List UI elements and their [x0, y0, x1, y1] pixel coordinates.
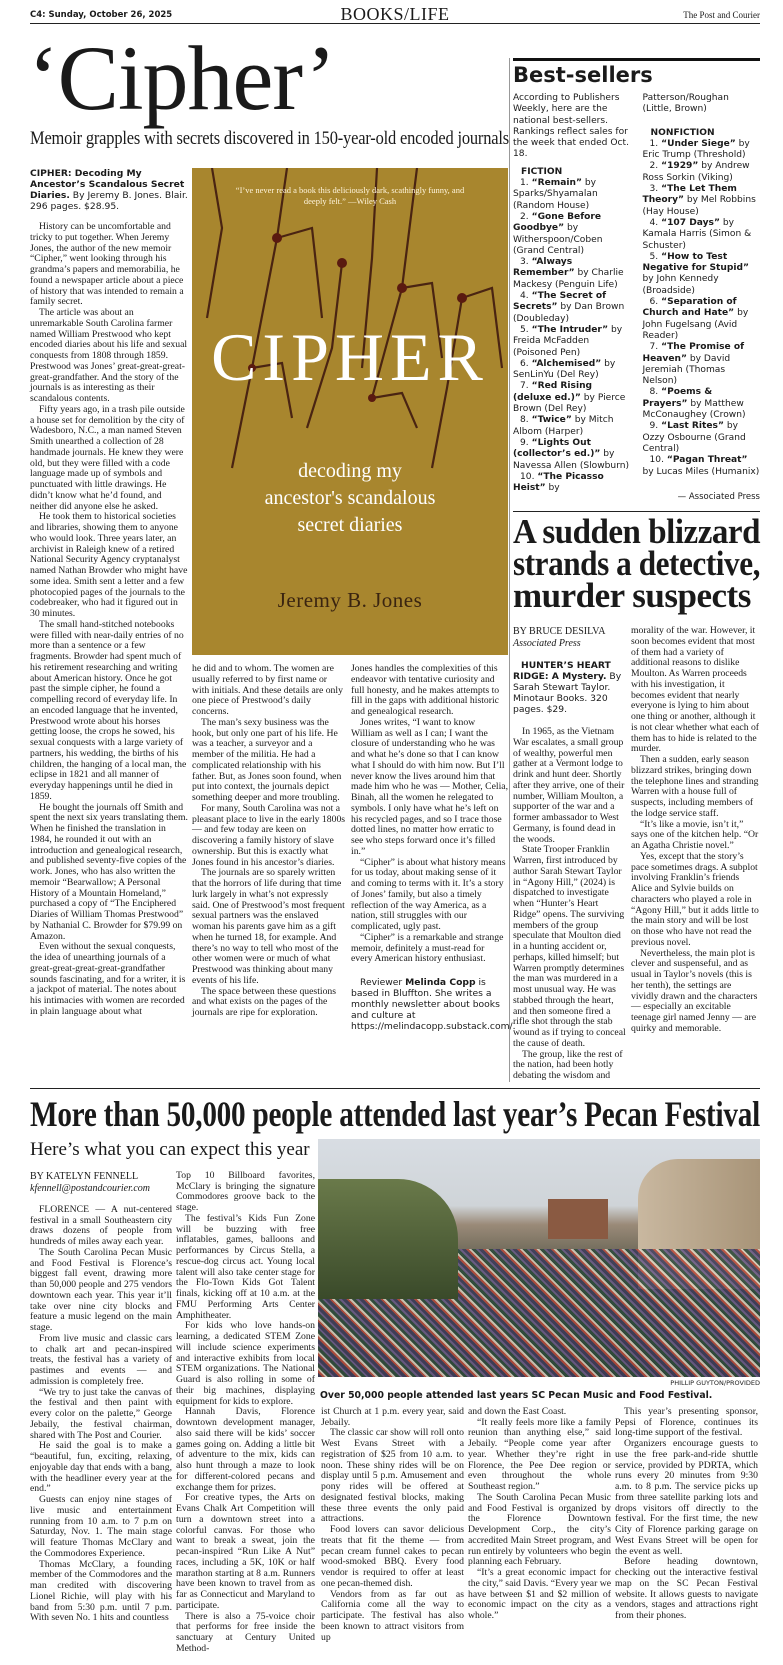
paragraph: The South Carolina Pecan Music and Food Festival is organized by the Florence Downtown Development Corp., the city’s accredited Main Street program, and run entirely by volunteers who begin planning each February.: [468, 1491, 611, 1568]
cover-subtitle-line: ancestor's scandalous: [264, 487, 436, 509]
bestseller-rest: by Sparks/Shyamalan (Random House): [513, 178, 598, 211]
bestseller-item: [513, 415, 631, 438]
paragraph: Organizers encourage guests to use the free park-and-ride shuttle service, provided by PDRTA, which runs every 20 minutes from 9:30 a.m. to 8 p.m. The service picks up from three satellite parking lots and drops visitors off directly to the festival. For the first time, the new City of Florence parking garage on West Evans Street will be open for the event as well.: [615, 1438, 758, 1557]
paragraphs: [30, 1205, 172, 1624]
bestseller-rank: 5.: [520, 324, 529, 335]
bestseller-item: [513, 438, 631, 472]
paragraph: From live music and classic cars to chalk art and pecan-inspired treats, the festival has a variety of pastimes and events — and admission is completely free.: [30, 1332, 172, 1387]
bestseller-rest: by SenLinYu (Del Rey): [513, 358, 616, 381]
bestseller-rank: 6.: [520, 358, 529, 369]
bestseller-title: “The Intruder”: [531, 324, 609, 335]
bestseller-rank: 3.: [649, 184, 659, 195]
bestseller-rest: by Pierce Brown (Del Rey): [513, 392, 626, 415]
headline-line: murder suspects: [513, 576, 751, 616]
paragraph: he did and to whom. The women are usually referred to by first name or with initials. And these details are only one piece of Prestwood’s daily concerns.: [192, 663, 343, 717]
bestseller-rest: by Mel Robbins (Hay House): [642, 195, 756, 217]
nonfiction-list: [643, 139, 761, 478]
bestseller-rest: by Matthew McConaughey (Crown): [642, 398, 746, 421]
paragraph: morality of the war. However, it soon becomes evident that most of them had a variety of additional reasons to dislike Moulton. As Warren proceeds with his investigation, it becomes evident that nearly everyone is lying to him about one thing or another, although it is not clear whether what each of them has to hide is related to the murder.: [631, 625, 760, 755]
bestseller-rest: by Patterson/Roughan (Little, Brown): [545, 93, 729, 494]
nonfiction-label: NONFICTION: [650, 127, 715, 138]
bestseller-item: [643, 421, 761, 455]
paragraph: and down the East Coast.: [468, 1405, 567, 1417]
cover-subtitle-line: decoding my: [298, 460, 402, 482]
festival-photo: [318, 1139, 760, 1377]
bestseller-rank: 8.: [520, 415, 529, 426]
bestseller-title: “Remain”: [531, 178, 582, 189]
bestseller-item: [643, 342, 761, 387]
bio-text: Reviewer: [360, 977, 406, 988]
pecan-right-columns: [318, 1407, 760, 1644]
bestsellers-credit: — Associated Press: [677, 491, 760, 502]
bestseller-rank: 4.: [649, 217, 659, 228]
cipher-column-1: [30, 168, 188, 1018]
bestseller-title: “Twice”: [531, 415, 572, 426]
book-title: CIPHER: Decoding My Ancestor’s Scandalous Secret Diaries.: [30, 168, 185, 201]
byline-agency: Associated Press: [513, 638, 581, 650]
bestseller-item: [513, 359, 631, 382]
bestseller-rank: 6.: [649, 297, 659, 308]
book-info: [513, 660, 626, 715]
bestseller-title: “How to Test Negative for Stupid”: [642, 251, 749, 274]
bestseller-title: “The Promise of Heaven”: [642, 342, 745, 364]
paragraph: This year’s presenting sponsor, Pepsi of Florence, continues its long-time support of the festival.: [615, 1405, 758, 1439]
bestseller-item: [513, 257, 631, 291]
paragraph: Then a sudden, early season blizzard strikes, bringing down the telephone lines and stranding Warren with a house full of suspects, including members of the lodge service staff.: [631, 754, 759, 819]
cipher-lower-columns: [192, 663, 516, 1032]
paragraph: For creative types, the Arts on Evans Chalk Art Competition will turn a downtown street into a colorful canvas. For those who want to break a sweat, join the pecan-inspired “Run Like A Nut” races, including a 5K, 10K or half marathon starting at 8 a.m. Runners have been known to travel from as far as Connecticut and Maryland to participate.: [176, 1492, 315, 1611]
paragraph: Hannah Davis, Florence downtown development manager, also said there will be kids’ soccer games going on. Adding a little bit of adventure to the mix, kids can also hunt through a maze to look for different-colored pecans and exchange them for prizes.: [176, 1406, 315, 1493]
cover-subtitle-line: secret diaries: [297, 514, 403, 536]
bestseller-title: “Always Remember”: [513, 257, 575, 279]
bestseller-item: [513, 381, 631, 415]
paragraph: Even without the sexual conquests, the idea of unearthing journals of a great-great-great-great-grandfather sounds fascinating, and for a writer, it is a jackpot of material. The notes about his intimacies with women are recorded in plain language about what: [30, 941, 186, 1017]
paper-name: The Post and Courier: [683, 10, 760, 20]
bestseller-item: [513, 178, 631, 212]
paragraph: He took them to historical societies and libraries, showing them to anyone who would look. Three years later, an archivist in Raleigh knew of a retired National Security Agency cryptanalyst named Nathan Browder who might have some idea. Smith sent a letter and a few photocopied pages of the journals to the codebreaker, who had it figured out in 30 minutes.: [30, 511, 188, 619]
bestseller-title: “Gone Before Goodbye”: [513, 211, 602, 234]
cipher-article: [28, 27, 516, 1032]
paragraph: For kids who love hands-on learning, a dedicated STEM Zone will include science experiments and interactive exhibits from local STEM organizations. The National Guard is also rolling in some of their big machines, displaying equipment for kids to explore.: [176, 1320, 315, 1407]
paragraph: FLORENCE — A nut-centered festival in a small Southeastern city draws dozens of people from hundreds of miles away each year.: [30, 1203, 172, 1248]
bio-text: is based in Bluffton. She writes a monthly newsletter about books and culture at https://melindacopp.substack.com/.: [351, 977, 516, 1032]
bestseller-title: “Lights Out (collector’s ed.)”: [513, 437, 601, 460]
book-details: By Jeremy B. Jones. Blair. 296 pages. $28.95.: [30, 190, 188, 212]
cipher-headline: ‘Cipher’: [28, 27, 336, 129]
pecan-column-4: [468, 1407, 611, 1622]
bestseller-rank: 2.: [520, 211, 529, 222]
bestseller-rest: by Mitch Albom (Harper): [513, 415, 614, 437]
bestseller-title: “Alchemised”: [531, 358, 602, 369]
byline-email: kfennell@postandcourier.com: [30, 1182, 151, 1194]
paragraphs: [351, 664, 508, 965]
paragraph: The classic car show will roll onto West Evans Street with a registration of $25 from 10 a.m. to noon. These shiny rides will be on display until 5 p.m. Amusement and pony rides will be offered at designated festival blocks, making these three events the only paid attractions.: [321, 1427, 464, 1525]
reviewer-bio: [351, 977, 516, 1032]
bestseller-item: [643, 218, 761, 252]
pecan-headline-wrap: [30, 1095, 760, 1135]
bestseller-item: [643, 387, 761, 421]
bestseller-title: “Last Rites”: [661, 421, 724, 432]
cipher-subhead-wrap: [30, 128, 509, 152]
cover-branch-drawing: [192, 168, 508, 655]
cover-quote: “I’ve never read a book this deliciously dark, scathingly funny, and deeply felt.” —Wiley Cash: [235, 185, 465, 206]
bestseller-title: “Separation of Church and Hate”: [642, 297, 737, 319]
bestseller-rank: 1.: [649, 138, 659, 149]
bestseller-title: “107 Days”: [661, 217, 720, 228]
paragraph: History can be uncomfortable and tricky to put together. When Jeremy Jones, the author of the new memoir “Cipher,” went looking through his grandma’s papers and memorabilia, he found a newspaper article about a piece of history that was intended to remain a family secret.: [30, 221, 184, 308]
bestseller-item: [513, 291, 631, 325]
bestseller-rest: by Ozzy Osbourne (Grand Central): [642, 421, 746, 454]
bestseller-item: [643, 297, 761, 342]
pecan-body: [30, 1139, 760, 1655]
bestseller-item: [513, 325, 631, 359]
bestseller-rest: by Lucas Miles (Humanix): [642, 466, 760, 477]
bestseller-rest: by Eric Trump (Threshold): [642, 138, 750, 161]
bestseller-title: “Red Rising (deluxe ed.)”: [513, 381, 593, 403]
bestseller-rest: by Navessa Allen (Slowburn): [513, 449, 630, 471]
top-section: [30, 28, 760, 1082]
pecan-column-5: [615, 1407, 758, 1622]
paragraph: There is also a 75-voice choir that performs for free inside the sanctuary at Century United Method-: [176, 1610, 315, 1654]
bestseller-item: [643, 455, 761, 478]
paragraph: “It’s a great economic impact for the city,” said Davis. “Every year we have between $1 and $2 million of economic impact on the city as a whole.”: [468, 1567, 612, 1622]
paragraph: Nevertheless, the main plot is clever and suspenseful, and as usual in Taylor’s novels (this is her tenth), the settings are vividly drawn and the characters — especially an excitable teenage girl named Jenny — are quirky and memorable.: [631, 947, 758, 1034]
bestseller-rank: 5.: [649, 251, 659, 262]
section-name: BOOKS/LIFE: [340, 4, 450, 24]
bestseller-rank: 9.: [520, 437, 529, 448]
photo-building: [548, 1199, 608, 1239]
blizzard-column-2: [631, 626, 760, 1035]
pecan-left-block: [30, 1139, 318, 1655]
paragraph: The festival’s Kids Fun Zone will be buzzing with free inflatables, games, balloons and performances by Circus Stella, a rescue-dog circus act. Young local talent will also take center stage for the Flo-Town Kids Got Talent finals, kicking off at 10 a.m. at the FMU Performing Arts Center Amphitheater.: [176, 1212, 315, 1321]
paragraph: The space between these questions and what exists on the pages of the journals are ripe for exploration.: [192, 985, 337, 1018]
paragraph: ist Church at 1 p.m. every year, said Jebaily.: [321, 1405, 464, 1428]
paragraph: Fifty years ago, in a trash pile outside a house set for demolition by the city of Wadesboro, N.C., a man named Steven Smith unearthed a collection of 28 handmade journals. He knew they were old, but they were filled with a code language made up of symbols and punctuated with little drawings. He didn’t know what he’d found, and neither did anyone else he asked.: [30, 403, 185, 512]
bestseller-rank: 10.: [520, 471, 535, 482]
paragraph: He bought the journals off Smith and spent the next six years translating them. When he finished the translation in 1984, he rounded it out with an introduction and genealogical research, and published seventy-five copies of the work. Jones, who has also written the memoir “Bearwallow; A Personal History of a Mountain Homeland,” purchased a copy of “The Enciphered Diaries of William Thomas Prestwood” by Nathanial C. Browder for $79.99 on Amazon.: [30, 801, 188, 942]
paragraph: He said the goal is to make a “beautiful, fun, exciting, relaxing, enjoyable day that ends with a bang, with the headliner every year at the end.”: [30, 1440, 172, 1495]
paragraph: The article was about an unremarkable South Carolina farmer named William Prestwood who kept encoded diaries about his life and sexual conquests from 1808 through 1859. Prestwood was Jones’ great-great-great-great-grandfather. And the story of the journals is as interesting as their scandalous contents.: [30, 307, 188, 404]
book-info: [30, 168, 188, 212]
cipher-right-block: [192, 168, 516, 1032]
paragraph: Thomas McClary, a founding member of the Commodores and the man credited with discovering Lionel Richie, will play with his band from 5:30 p.m. until 7 p.m. With seven No. 1 hits and countless: [30, 1558, 172, 1624]
photo-trees: [318, 1179, 458, 1299]
paragraph: The South Carolina Pecan Music and Food Festival is Florence’s biggest fall event, drawing more than 50,000 people and 275 vendors downtown each year. This year it’ll take over nine city blocks and feature a music legend on the main stage.: [30, 1246, 172, 1334]
cover-author: Jeremy B. Jones: [277, 588, 423, 612]
cipher-column-2: [192, 664, 346, 1019]
bestseller-title: “1929”: [661, 161, 699, 172]
paragraph: Jones writes, “I want to know William as well as I can; I want the closure of understanding who he was and what he’s done so that I can know what I should do with him now. But I’ll never know the lives around him that made him who he was — Mother, Celia, Binah, all the women he relegated to symbols. I only have what he’s left on his recycled pages, and so I trace those dotted lines, no matter how erratic to see who steps forward once it’s filled in.”: [351, 716, 509, 857]
bestseller-rank: 3.: [520, 257, 529, 268]
paragraph: Top 10 Billboard favorites, McClary is bringing the signature Commodores groove back to the stage.: [176, 1169, 315, 1214]
bestseller-rest: by Kamala Harris (Simon & Schuster): [642, 217, 752, 251]
blizzard-body: [513, 626, 760, 1082]
pecan-column-3: [321, 1407, 464, 1644]
reviewer-name: Melinda Copp: [405, 977, 476, 988]
paragraph: Vendors from as far out as California come all the way to participate. The festival has also been known to attract visitors from up: [321, 1588, 464, 1643]
pecan-headline: More than 50,000 people attended last year’s Pecan Festival: [30, 1093, 760, 1134]
headline-line: A sudden blizzard: [513, 512, 760, 552]
bestseller-rest: by John Kennedy (Broadside): [642, 274, 719, 296]
book-title: HUNTER’S HEART RIDGE: A Mystery.: [513, 660, 611, 683]
bestseller-rest: by Freida McFadden (Poisoned Pen): [513, 324, 623, 358]
bestseller-rest: by Dan Brown (Doubleday): [513, 302, 625, 324]
bestseller-rank: 10.: [649, 455, 664, 466]
paragraph: For many, South Carolina was not a pleasant place to live in the early 1800s — and few today are keen on discovering a family history of slave ownership. But this is exactly what Jones found in his ancestor’s diaries.: [192, 802, 346, 868]
bestseller-title: “The Secret of Secrets”: [513, 291, 607, 313]
paragraph: The small hand-stitched notebooks were filled with near-daily entries of no more than a sentence or a few fragments. Browder had spent much of his retirement researching and writing about American history. Once he got past the simple cipher, he found a compelling record of everyday life. In an encoded language that he invented, Prestwood wrote about his horses getting loose, the crops he sowed, his sexual conquests with a large variety of partners, his wedding, the births of his children, the hanging of a local man, the eclipse in 1821 and all manner of everyday happenings until he died in 1859.: [30, 618, 187, 802]
paragraph: Guests can enjoy nine stages of live music and entertainment running from 10 a.m. to 7 p.m on Saturday, Nov. 1. The main stage will feature Thomas McClary and the Commodores Experience.: [30, 1494, 172, 1559]
photo-credit: PHILLIP GUYTON/PROVIDED: [670, 1378, 760, 1387]
book-details: By Sarah Stewart Taylor. Minotaur Books. 320 pages. $29.: [513, 671, 622, 716]
pecan-left-columns: [30, 1171, 318, 1655]
bestseller-item: [643, 184, 761, 218]
bestseller-rest: by John Fugelsang (Avid Reader): [642, 308, 749, 341]
blizzard-column-1: [513, 626, 626, 1082]
pecan-column-1: [30, 1171, 172, 1624]
bestseller-rest: by Charlie Mackesy (Penguin Life): [513, 268, 624, 290]
bestseller-title: “Poems & Prayers”: [642, 387, 713, 409]
headline-line: strands a detective,: [513, 544, 760, 584]
paragraph: The man’s sexy business was the hook, but only one part of his life. He was a teacher, a surveyor and a member of the militia. He had a complicated relationship with his father. But, as Jones soon found, when put into context, the journals depict something deeper and more troubling.: [192, 716, 342, 803]
bestseller-rank: 1.: [520, 178, 529, 189]
bestseller-item: [643, 139, 761, 162]
paragraph: “Cipher” is about what history means for us today, about making sense of it and coming to terms with it. It’s a story of Jones’ family, but also a timely reflection of the way America, as a nation, still struggles with our complicated, ugly past.: [351, 856, 506, 932]
pecan-subhead-wrap: [30, 1139, 315, 1163]
cover-title: CIPHER: [211, 319, 489, 395]
bestseller-rank: 9.: [649, 421, 659, 432]
bestseller-rank: 4.: [520, 291, 529, 302]
cipher-body: [30, 168, 516, 1032]
bestseller-rank: 2.: [649, 161, 659, 172]
paragraph: “It’s like a movie, isn’t it,” says one of the kitchen help. “Or an Agatha Christie novel.”: [631, 818, 759, 852]
bestseller-rank: 8.: [649, 387, 659, 398]
fiction-label: FICTION: [521, 166, 563, 177]
pecan-right-block: [318, 1139, 760, 1644]
paragraph: In 1965, as the Vietnam War escalates, a small group of wealthy, powerful men gather at a Vermont lodge to drink and hunt deer. Shortly after they arrive, one of their number, William Moulton, a supporter of the war and a former ambassador to West Germany, is found dead in the woods.: [513, 726, 625, 845]
divider: [30, 1088, 760, 1089]
sidebar: [509, 58, 760, 1082]
cipher-column-3: [351, 663, 516, 1032]
page-info: C4: Sunday, October 26, 2025: [30, 10, 173, 20]
paragraph: “Cipher” is a remarkable and strange memoir, definitely a must-read for every American history enthusiast.: [351, 931, 504, 965]
bestseller-rest: by David Jeremiah (Thomas Nelson): [642, 353, 731, 387]
bestsellers-title: Best-sellers: [513, 58, 760, 89]
bestsellers-intro: According to Publishers Weekly, here are the national best-sellers. Rankings reflect sales for the week that ended Oct. 18.: [513, 93, 629, 160]
paragraph: State Trooper Franklin Warren, first introduced by author Sarah Stewart Taylor in “Agony Hill,” (2024) is dispatched to investigate when “Hunter’s Heart Ridge” opens. The surviving members of the group speculate that Moulton died in a hunting accident or, perhaps, killed himself; but Warren promptly determines the man was murdered in a most unusual way. He was stabbed through the heart, and then someone fired a rifle shot through the stab wound as if trying to conceal the cause of death.: [513, 844, 626, 1049]
bestseller-item: [643, 252, 761, 297]
blizzard-headline: [513, 512, 760, 616]
paragraph: The group, like the rest of the nation, had been hotly debating the wisdom and: [513, 1048, 623, 1082]
bestseller-rest: by Witherspoon/Coben (Grand Central): [513, 223, 603, 256]
bestsellers-list: [513, 93, 760, 503]
bestseller-title: “The Let Them Theory”: [642, 184, 737, 206]
paragraph: Jones handles the complexities of this endeavor with tentative curiosity and full honesty, and he makes attempts to fill in the gaps with additional historic and genealogical research.: [351, 663, 500, 717]
bestseller-item: [643, 161, 761, 184]
bestseller-title: “Pagan Threat”: [666, 455, 748, 466]
pecan-column-2: [176, 1171, 315, 1655]
byline: BY BRUCE DESILVA: [513, 626, 606, 638]
paragraphs: [513, 727, 626, 1082]
paragraphs: [30, 222, 188, 1018]
bestseller-title: “The Picasso Heist”: [513, 471, 604, 494]
page-header: [30, 4, 760, 24]
bestsellers-box: [513, 58, 760, 503]
paragraph: “We try to just take the canvas of the festival and then paint with every color on the palette,” George Jebaily, the festival chairman, shared with The Post and Courier.: [30, 1386, 172, 1441]
pecan-subhead: Here’s what you can expect this year: [30, 1138, 310, 1160]
paragraph: “It really feels more like a family reunion than anything else,” said Jebaily. “People come year after year. Whether they’re right in Florence, the Pee Dee region or even throughout the whole Southeast region.”: [468, 1416, 611, 1493]
cipher-subhead: Memoir grapples with secrets discovered in 150-year-old encoded journals: [30, 129, 509, 149]
bestseller-rank: 7.: [649, 342, 659, 353]
bestseller-item: [513, 212, 631, 257]
book-cover: [192, 168, 508, 655]
photo-caption: Over 50,000 people attended last years SC Pecan Music and Food Festival.: [320, 1389, 713, 1401]
paragraph: Yes, except that the story’s pace sometimes drags. A subplot involving Franklin’s friends Alice and Sylvie builds on characters who played a role in “Agony Hill,” but it adds little to the main story and will be lost on those who have not read the previous novel.: [631, 850, 759, 948]
bestseller-rest: by Andrew Ross Sorkin (Viking): [642, 161, 750, 183]
paragraph: Before heading downtown, checking out the interactive festival map on the SC Pecan Festival website. It allows guests to navigate vendors, stages and attractions right from their phones.: [615, 1556, 758, 1622]
bestseller-rank: 7.: [520, 381, 529, 392]
paragraph: The journals are so sparely written that the horrors of life during that time lurk largely in what’s not expressly said. One of Prestwood’s most frequent sexual partners was the enslaved woman his parents gave him as a gift when he turned 18, for example. And there’s no way to tell who most of the other women were or much of what Prestwood was thinking about many events of his life.: [192, 867, 345, 986]
paragraph: Food lovers can savor delicious treats that fit the theme — from pecan cream funnel cakes to pecan wood-smoked BBQ. Every food vendor is required to offer at least one pecan-themed dish.: [321, 1524, 464, 1589]
bestseller-title: “Under Siege”: [661, 138, 736, 149]
byline: BY KATELYN FENNELL: [30, 1170, 139, 1182]
cover-subtitle: [192, 458, 508, 539]
